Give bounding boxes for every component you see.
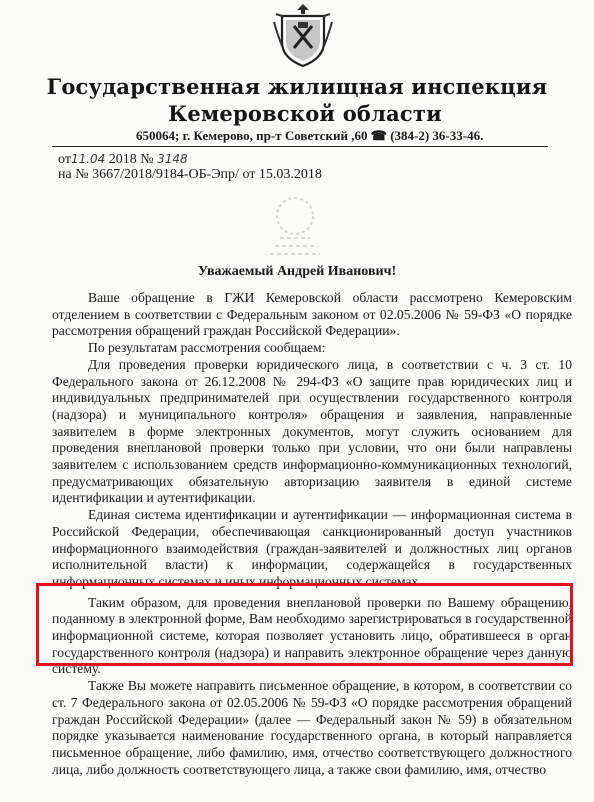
agency-title-line1: Государственная жилищная инспекция (46, 74, 548, 99)
paragraph-1: Ваше обращение в ГЖИ Кемеровской области рассмотрено Кемеровским отделением в соответствии с Федеральным законом от 02.05.2006 № 59-ФЗ «О порядке рассмотрения обращений граждан Российской Федерации». (52, 290, 572, 339)
from-prefix: от (58, 152, 71, 167)
agency-title-line2: Кемеровской области (168, 101, 442, 126)
paragraph-3: Для проведения проверки юридического лица, в соответствии с ч. 3 ст. 10 Федерального закона от 26.12.2008 № 294-ФЗ «О защите прав юридических лиц и индивидуальных предпринимателей при осуществлении государственного контроля (надзора) и муниципального контроля» обращения и заявления, направленные заявителем в форме электронных документов, могут служить основанием для проведения внеплановой проверки только при условии, что они были направлены заявителем с использованием средств информационно-коммуникационных технологий, предусматривающих обязательную авторизацию заявителя в единой системе идентификации и аутентификации. (52, 356, 572, 506)
paragraph-5-highlighted: Таким образом, для проведения внеплановой проверки по Вашему обращению, поданному в электронной форме, Вам необходимо зарегистрироваться в государственной информационной системе, которая позволяет установить лицо, обратившееся в орган государственного контроля (надзора) и направить электронное обращение через данную систему. (52, 594, 572, 677)
outgoing-number-line (58, 152, 188, 168)
reference-line: на № 3667/2018/9184-ОБ-Эпр/ от 15.03.2018 (58, 167, 322, 182)
handwritten-number: 3148 (157, 152, 188, 166)
coat-of-arms-icon (272, 2, 334, 68)
paragraph-4: Единая система идентификации и аутентификации — информационная система в Российской Федерации, обеспечивающая санкционированный доступ участников информационного взаимодействия (граждан-заявителей и должностных лиц органов исполнительной власти) к информации, содержащейся в государственных информационных системах и иных информационных системах. (52, 507, 572, 589)
paragraph-6: Также Вы можете направить письменное обращение, в котором, в соответствии со ст. 7 Федерального закона от 02.05.2006 № 59-ФЗ «О порядке рассмотрения обращений граждан Российской Федерации» (далее — Федеральный закон № 59) в обязательном порядке указывается наименование государственного органа, в который направляется письменное обращение, либо фамилию, имя, отчество соответствующего должностного лица, либо должность соответствующего лица, а также свои фамилию, имя, отчество (52, 678, 572, 777)
letter-body (52, 290, 572, 778)
red-highlight-box (36, 583, 573, 666)
handwritten-date: 11.04 (70, 152, 106, 166)
greeting: Уважаемый Андрей Иванович! (197, 264, 397, 279)
from-year: 2018 № (108, 152, 154, 167)
paragraph-2: По результатам рассмотрения сообщаем: (88, 340, 326, 356)
agency-address: 650064; г. Кемерово, пр-т Советский ,60 ☎ (384-2) 36-33-46. (136, 128, 484, 143)
header-divider (52, 146, 548, 147)
faint-emblem-watermark-icon (240, 186, 350, 266)
